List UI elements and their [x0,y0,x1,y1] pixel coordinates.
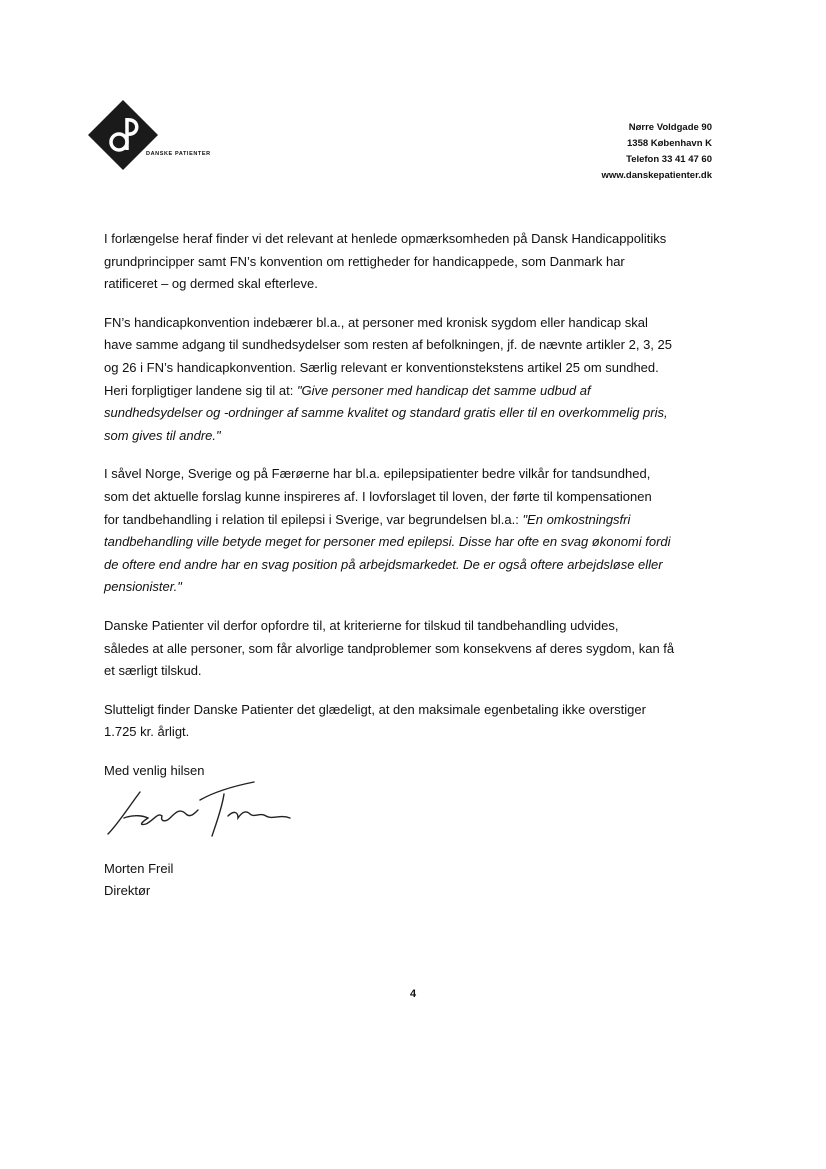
paragraph-5 [104,699,724,744]
paragraph-4 [104,615,724,683]
address-street: Nørre Voldgade 90 [628,122,712,133]
text-line: 1.725 kr. årligt. [104,724,190,740]
quote-line: pensionister." [104,579,182,595]
text-line: Slutteligt finder Danske Patienter det glædeligt, at den maksimale egenbetaling ikke overstiger [104,701,646,717]
text-fragment: for tandbehandling i relation til epilepsi i Sverige, var begrundelsen bl.a.: [104,511,523,527]
letter-body [104,228,724,782]
quote-line: sundhedsydelser og -ordninger af samme kvalitet og standard gratis eller til en overkommelig pris, [104,405,668,421]
address-phone: Telefon 33 41 47 60 [626,154,712,165]
signer-name: Morten Freil [104,861,174,876]
handwritten-signature [104,778,304,844]
text-line: I såvel Norge, Sverige og på Færøerne har bl.a. epilepsipatienter bedre vilkår for tandsundhed, [104,466,651,482]
address-web: www.danskepatienter.dk [601,170,712,181]
paragraph-1 [104,228,724,296]
text-line: og 26 i FN’s handicapkonvention. Særlig relevant er konventionstekstens artikel 25 om sundhed. [104,359,659,375]
text-line: således at alle personer, som får alvorlige tandproblemer som konsekvens af deres sygdom, kan få [104,640,675,656]
text-line: som det aktuelle forslag kunne inspireres af. I lovforslaget til loven, der førte til kompensationen [104,488,652,504]
quote-line: tandbehandling ville betyde meget for personer med epilepsi. Disse har ofte en svag økonomi fordi [104,534,671,550]
signer-title: Direktør [104,883,151,898]
logo-wordmark: DANSKE PATIENTER [146,151,211,157]
text-line: et særligt tilskud. [104,663,202,679]
signer-block [104,858,173,902]
quote-line: som gives til andre." [104,427,221,443]
paragraph-2 [104,312,724,448]
sender-address [601,120,712,184]
text-line: FN’s handicapkonvention indebærer bl.a., at personer med kronisk sygdom eller handicap skal [104,314,648,330]
address-city: 1358 København K [627,138,712,149]
quote-line: de oftere end andre har en svag position på arbejdsmarkedet. De er også oftere arbejdsløse eller [104,556,663,572]
text-line [104,380,724,403]
text-line: grundprincipper samt FN’s konvention om rettigheder for handicappede, som Danmark har [104,253,625,269]
page-number: 4 [409,988,417,1000]
text-line: have samme adgang til sundhedsydelser som resten af befolkningen, jf. de nævnte artikler 2, 3, 25 [104,337,672,353]
text-line: Danske Patienter vil derfor opfordre til, at kriterierne for tilskud til tandbehandling udvides, [104,617,619,633]
closing-greeting: Med venlig hilsen [104,762,205,778]
quote-fragment: "Give personer med handicap det samme udbud af [296,382,591,398]
paragraph-3 [104,463,724,599]
text-line: ratificeret – og dermed skal efterleve. [104,276,318,292]
quote-fragment: "En omkostningsfri [522,511,631,527]
logo-diamond-icon [88,100,228,172]
text-fragment: Heri forpligtiger landene sig til at: [104,382,297,398]
danske-patienter-logo [88,100,228,172]
text-line [104,509,724,532]
text-line: I forlængelse heraf finder vi det relevant at henlede opmærksomheden på Dansk Handicappolitiks [104,231,667,246]
